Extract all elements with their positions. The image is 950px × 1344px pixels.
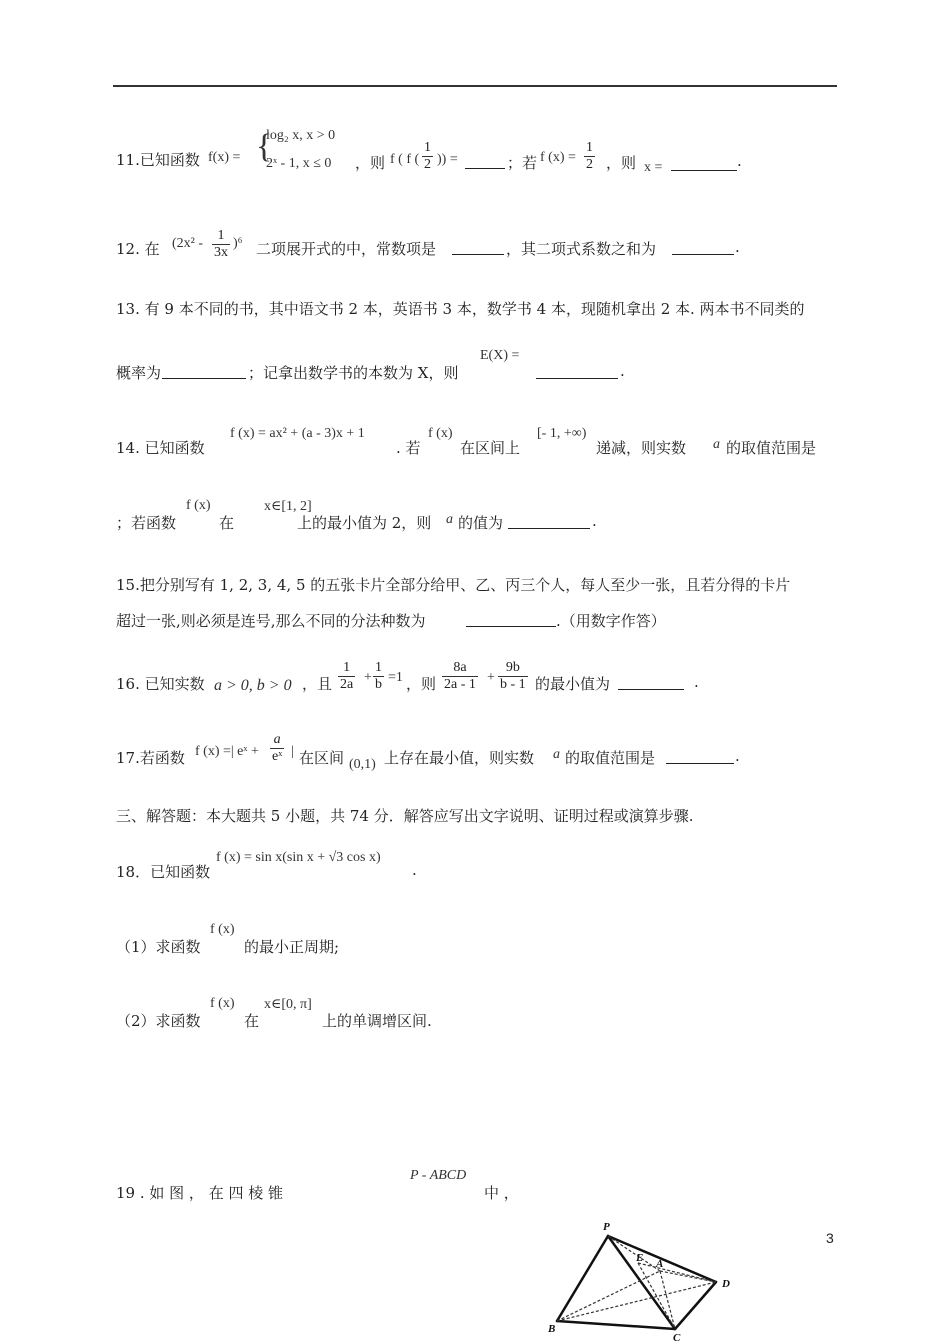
- q11-ff-fraction: [422, 140, 433, 173]
- q13-end: .: [620, 362, 625, 380]
- q13-blank-2[interactable]: [536, 364, 618, 379]
- q16-f1-num: 1: [338, 660, 355, 677]
- q12-fraction: [212, 228, 230, 261]
- q13-blank-1[interactable]: [162, 364, 246, 379]
- q16-frac4: [498, 660, 528, 693]
- q11-ff: f ( f (: [390, 152, 420, 167]
- q12-expr-b: )⁶: [233, 236, 243, 251]
- q14-t2: 在区间上: [460, 439, 521, 457]
- q18-p1fx: f (x): [210, 922, 235, 937]
- edge-bc: [557, 1321, 675, 1329]
- q18-p2a: （2）求函数: [116, 1012, 201, 1030]
- q18-fx: f (x) = sin x(sin x + √3 cos x): [216, 850, 381, 865]
- q15-line2b: .（用数字作答）: [556, 612, 666, 630]
- q14-blank-2[interactable]: [508, 514, 590, 529]
- q16-f1-den: 2a: [340, 677, 354, 692]
- q14-a: a: [713, 437, 720, 452]
- q11-mid2: ；若: [507, 154, 538, 172]
- q15-line2a: 超过一张,则必须是连号,那么不同的分法种数为: [116, 612, 426, 630]
- q15-blank[interactable]: [466, 612, 556, 627]
- q16-blank[interactable]: [618, 675, 684, 690]
- label-c: C: [673, 1332, 681, 1344]
- q11-mid1: ，则: [355, 154, 386, 172]
- label-b: B: [548, 1323, 556, 1335]
- q17-prefix: 17.若函数: [116, 749, 185, 767]
- q12-blank-2[interactable]: [672, 240, 734, 255]
- q16-cond: a > 0, b > 0: [214, 677, 292, 694]
- q11-half-fraction: [584, 140, 595, 173]
- q16-f3-den: 2a - 1: [444, 677, 476, 692]
- q13-line2a: 概率为: [116, 364, 162, 382]
- edge-bd: [557, 1282, 716, 1321]
- q17-blank[interactable]: [666, 749, 734, 764]
- q13-ex: E(X) =: [480, 348, 520, 363]
- q14-t7: 的值为: [458, 514, 504, 532]
- q17-f-den: eˣ: [272, 749, 283, 764]
- q18-p1a: （1）求函数: [116, 938, 201, 956]
- q11-end: .: [737, 152, 742, 170]
- label-e: E: [636, 1252, 644, 1264]
- q11-ff-num: 1: [424, 140, 431, 155]
- q11-case1: log₂ x, x > 0: [266, 128, 336, 143]
- q16-f4-num: 9b: [498, 660, 528, 677]
- q18-end: .: [412, 861, 417, 879]
- q16-plus2: +: [487, 670, 495, 685]
- q16-f2-den: b: [375, 677, 382, 692]
- q17-interval: (0,1): [349, 757, 376, 772]
- q16-f3-num: 8a: [442, 660, 478, 677]
- q12-text2: ，其二项式系数之和为: [506, 240, 657, 258]
- q18-p2b: 在: [244, 1012, 260, 1030]
- q11-xeq: x =: [644, 160, 663, 175]
- q18-p2fx: f (x): [210, 996, 235, 1011]
- q11-half-den: 2: [586, 157, 593, 172]
- q19-prefix: 19 . 如 图 ， 在 四 棱 锥: [116, 1184, 284, 1202]
- q16-t2: ，则: [406, 675, 437, 693]
- q11-blank-1[interactable]: [465, 154, 505, 169]
- q14-fx: f (x) = ax² + (a - 3)x + 1: [230, 426, 365, 441]
- q17-t3: 的取值范围是: [565, 749, 656, 767]
- pyramid-figure: [540, 1215, 740, 1344]
- q12-end: .: [735, 238, 740, 256]
- q12-expr-a: (2x² -: [172, 236, 204, 251]
- edge-cd: [675, 1282, 716, 1329]
- q16-t3: 的最小值为: [535, 675, 611, 693]
- q11-ff-den: 2: [424, 157, 431, 172]
- q16-f2-num: 1: [375, 660, 382, 675]
- q11-blank-2[interactable]: [671, 156, 737, 171]
- q16-end: .: [694, 673, 699, 691]
- question-11: [116, 150, 200, 170]
- q15-line1: 15.把分别写有 1, 2, 3, 4, 5 的五张卡片全部分给甲、乙、丙三个人，每人至少一张，且若分得的卡片: [116, 576, 791, 594]
- q16-frac2: [373, 660, 384, 693]
- q17-fraction: [270, 732, 284, 765]
- q14-t5: 在: [219, 514, 235, 532]
- q18-p1b: 的最小正周期;: [244, 938, 340, 956]
- q16-frac1: [338, 660, 355, 693]
- q14-end: .: [592, 512, 597, 530]
- q11-prefix: 11.已知函数: [116, 151, 200, 169]
- q17-bar: |: [291, 744, 294, 759]
- edge-pb: [557, 1236, 608, 1321]
- q16-plus1: +: [364, 670, 372, 685]
- q14-t6: 上的最小值为 2，则: [297, 514, 432, 532]
- q17-a: a: [553, 747, 560, 762]
- q18-prefix: 18．已知函数: [116, 863, 211, 881]
- q14-t1: . 若: [396, 439, 421, 457]
- header-rule: [113, 85, 837, 87]
- q12-prefix: 12. 在: [116, 240, 160, 258]
- q16-f4-den: b - 1: [500, 677, 526, 692]
- q11-fx: f(x) =: [208, 150, 241, 165]
- q17-t2: 上存在最小值，则实数: [384, 749, 535, 767]
- q18-p2x: x∈[0, π]: [264, 997, 312, 1012]
- q14-prefix: 14. 已知函数: [116, 439, 205, 457]
- q16-eq1: =1: [388, 670, 403, 685]
- q14-line2a: ；若函数: [116, 514, 177, 532]
- q11-case2: 2ˣ - 1, x ≤ 0: [266, 156, 332, 171]
- q16-t1: ，且: [302, 675, 333, 693]
- q18-p2c: 上的单调增区间.: [322, 1012, 432, 1030]
- q11-half-num: 1: [586, 140, 593, 155]
- q14-a2: a: [446, 512, 453, 527]
- q14-fx3: f (x): [186, 498, 211, 513]
- q17-fx: f (x) =| eˣ +: [195, 744, 259, 759]
- label-d: D: [722, 1278, 730, 1290]
- section-3-heading: 三、解答题：本大题共 5 小题，共 74 分．解答应写出文字说明、证明过程或演算步骤.: [116, 807, 694, 825]
- q11-fx2: f (x) =: [540, 150, 576, 165]
- q11-brace: {: [256, 128, 273, 165]
- label-a: A: [656, 1258, 664, 1270]
- q11-mid3: ，则: [606, 154, 637, 172]
- q19-pyramid: P - ABCD: [410, 1168, 467, 1183]
- q17-end: .: [735, 747, 740, 765]
- q12-den: 3x: [214, 245, 228, 260]
- q19-suffix: 中 ，: [484, 1184, 519, 1202]
- page-number: 3: [826, 1230, 834, 1246]
- label-p: P: [603, 1221, 610, 1233]
- q14-t4: 的取值范围是: [726, 439, 817, 457]
- q11-ff-end: )) =: [437, 152, 458, 167]
- q16-frac3: [442, 660, 478, 693]
- q13-line1: 13. 有 9 本不同的书，其中语文书 2 本，英语书 3 本，数学书 4 本，现随机拿出 2 本. 两本书不同类的: [116, 300, 805, 318]
- q16-prefix: 16. 已知实数: [116, 675, 205, 693]
- q17-f-num: a: [270, 732, 284, 749]
- q14-fx2: f (x): [428, 426, 453, 441]
- q12-blank-1[interactable]: [452, 240, 504, 255]
- q13-line2b: ；记拿出数学书的本数为 X，则: [248, 364, 459, 382]
- q14-t3: 递减，则实数: [596, 439, 687, 457]
- q14-interval: [- 1, +∞): [537, 426, 587, 441]
- q14-xin: x∈[1, 2]: [264, 499, 312, 514]
- q17-t1: 在区间: [299, 749, 345, 767]
- q12-text1: 二项展开式的中，常数项是: [256, 240, 437, 258]
- q12-num: 1: [212, 228, 230, 245]
